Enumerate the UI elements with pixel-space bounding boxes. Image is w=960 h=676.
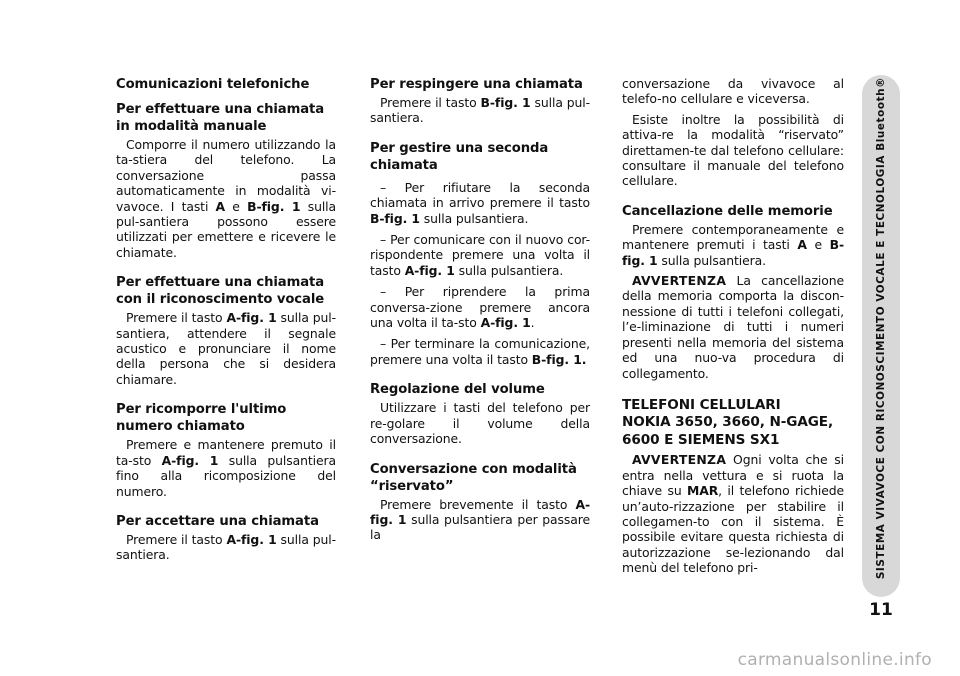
column-1 xyxy=(116,76,336,563)
heading-line: Per ricomporre l'ultimo xyxy=(116,402,287,418)
paragraph-end-call: – Per terminare la comunicazione, premere una volta il tasto B-fig. 1. xyxy=(370,336,590,367)
heading-clear-memory: Cancellazione delle memorie xyxy=(622,203,833,219)
heading-line: Per gestire una seconda xyxy=(370,140,549,156)
heading-line: TELEFONI CELLULARI xyxy=(622,396,781,413)
paragraph-continuation: conversazione da vivavoce al telefo-no cellulare e viceversa. xyxy=(622,76,844,107)
column-3 xyxy=(622,76,844,576)
heading-line: numero chiamato xyxy=(116,419,245,435)
heading-line: 6600 E SIEMENS SX1 xyxy=(622,431,780,448)
paragraph-accept-call: Premere il tasto A-fig. 1 sulla pul-santiera. xyxy=(116,531,336,563)
page-number: 11 xyxy=(869,600,893,620)
paragraph-volume: Utilizzare i tasti del telefono per re-golare il volume della conversazione. xyxy=(370,400,590,447)
chapter-tab-text: SISTEMA VIVAVOCE CON RICONOSCIMENTO VOCALE E TECNOLOGIA Bluetooth® xyxy=(875,76,887,579)
paragraph-voice-call: Premere il tasto A-fig. 1 sulla pul-santiera, attendere il segnale acustico e pronunciare il nome della persona che si desidera chiamare. xyxy=(116,310,336,387)
column-2 xyxy=(370,76,590,543)
heading-line: “riservato” xyxy=(370,478,454,494)
warning-label: AVVERTENZA xyxy=(632,452,727,468)
heading-accept-call: Per accettare una chiamata xyxy=(116,513,319,529)
heading-line: Per effettuare una chiamata xyxy=(116,102,325,117)
warning-label: AVVERTENZA xyxy=(632,273,727,289)
heading-line: con il riconoscimento vocale xyxy=(116,292,325,308)
paragraph-clear-memory: Premere contemporaneamente e mantenere premuti i tasti A e B-fig. 1 sulla pulsantiera. xyxy=(622,221,844,268)
heading-voice-call xyxy=(116,274,336,308)
heading-line: Per effettuare una chiamata xyxy=(116,275,325,291)
paragraph-resume-first: – Per riprendere la prima conversa-zione premere ancora una volta il ta-sto A-fig. 1. xyxy=(370,284,590,331)
section-title: Comunicazioni telefoniche xyxy=(116,77,310,92)
warning-clear-memory: AVVERTENZA La cancellazione della memoria comporta la discon-nessione di tutti i telefoni collegati, l’e-liminazione di tutti i numeri presenti nella memoria del sistema ed una nuo-va procedura di collegamento. xyxy=(622,273,844,381)
paragraph-manual-call: Comporre il numero utilizzando la ta-stiera del telefono. La conversazione passa automaticamente in modalità vi-vavoce. I tasti A e B-fig. 1 sulla pul-santiera possono essere utilizzati per emettere e ricevere le chiamate. xyxy=(116,137,336,260)
heading-private-mode xyxy=(370,461,590,495)
heading-manual-call xyxy=(116,101,336,135)
heading-line: chiamata xyxy=(370,157,438,173)
heading-line: in modalità manuale xyxy=(116,119,267,134)
paragraph-private-mode: Premere brevemente il tasto A-fig. 1 sulla pulsantiera per passare la xyxy=(370,496,590,543)
paragraph-private-direct: Esiste inoltre la possibilità di attiva-re la modalità “riservato” direttamen-te dal telefono cellulare: consultare il manuale del telefono cellulare. xyxy=(622,111,844,189)
paragraph-reject-second: – Per rifiutare la seconda chiamata in arrivo premere il tasto B-fig. 1 sulla pulsantiera. xyxy=(370,179,590,226)
heading-second-call xyxy=(370,140,590,174)
chapter-tab-label xyxy=(862,75,900,580)
heading-redial xyxy=(116,401,336,435)
paragraph-reject-call: Premere il tasto B-fig. 1 sulla pul-santiera. xyxy=(370,95,591,126)
heading-phones xyxy=(622,397,844,450)
paragraph-switch-caller: – Per comunicare con il nuovo cor-rispondente premere una volta il tasto A-fig. 1 sulla pulsantiera. xyxy=(370,232,590,278)
heading-volume: Regolazione del volume xyxy=(370,382,545,398)
watermark: carmanualsonline.info xyxy=(737,650,932,670)
heading-reject-call: Per respingere una chiamata xyxy=(370,77,583,92)
paragraph-redial: Premere e mantenere premuto il ta-sto A-fig. 1 sulla pulsantiera fino alla ricomposizione del numero. xyxy=(116,437,336,499)
heading-line: NOKIA 3650, 3660, N-GAGE, xyxy=(622,414,834,431)
warning-authorization: AVVERTENZA Ogni volta che si entra nella vettura e si ruota la chiave su MAR, il telefono richiede un’auto-rizzazione per stabilire il collegamen-to con il sistema. È possibile evitare questa richiesta di autorizzazione se-lezionando dal menù del telefono pri- xyxy=(622,452,845,576)
heading-line: Conversazione con modalità xyxy=(370,461,577,477)
